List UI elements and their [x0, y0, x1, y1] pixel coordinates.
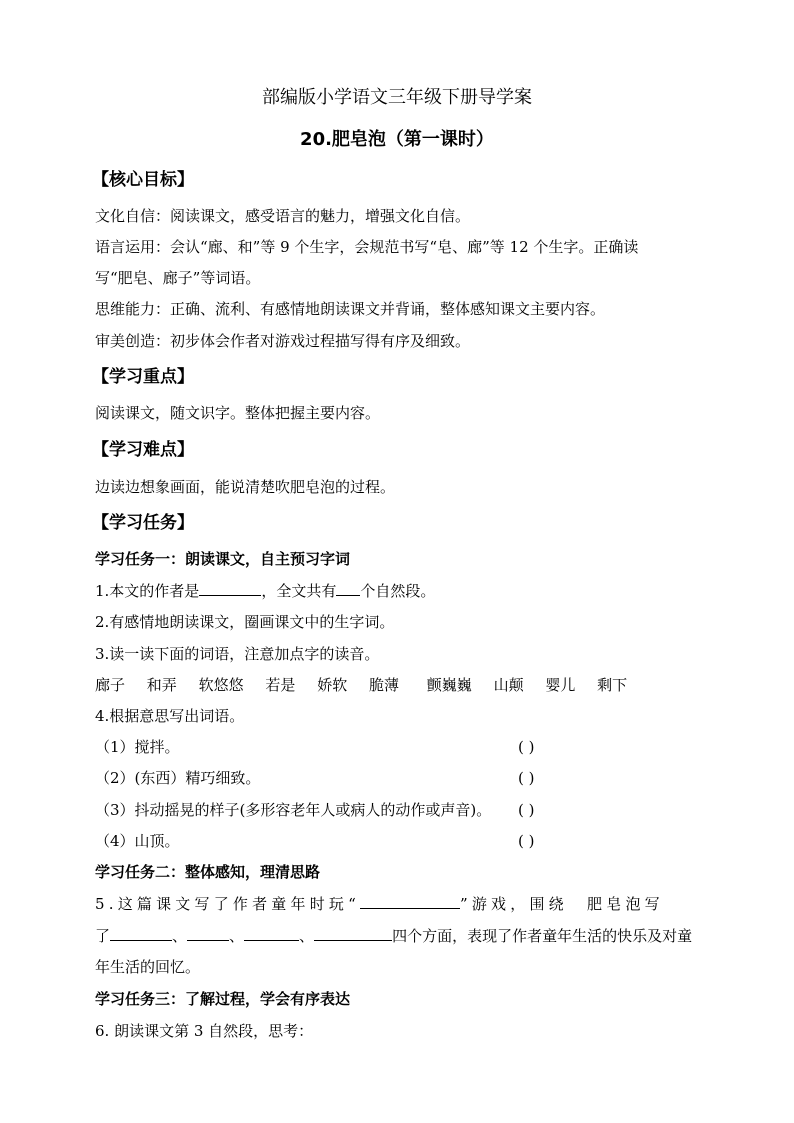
definition-row [95, 737, 695, 757]
q5-text-b: ”游戏，围绕 肥皂泡写 [459, 895, 664, 913]
definition-row [95, 800, 695, 820]
goal-aesthetic: 审美创造：初步体会作者对游戏过程描写得有序及细致。 [95, 332, 471, 350]
difficulty-text: 边读边想象画面，能说清楚吹肥皂泡的过程。 [95, 478, 396, 496]
question-2: 2.有感情地朗读课文，圈画课文中的生字词。 [95, 613, 395, 631]
section-core-goal: 【核心目标】 [92, 170, 194, 190]
question-5-line2 [95, 925, 692, 946]
definition-text: （4）山顶。 [95, 832, 180, 850]
key-point-text: 阅读课文，随文识字。整体把握主要内容。 [95, 404, 381, 422]
word-item: 娇软 [317, 676, 348, 694]
author-blank[interactable] [199, 580, 261, 596]
separator: 、 [299, 927, 315, 945]
definition-text: （1）搅拌。 [95, 738, 180, 756]
aspect-blank-1[interactable] [110, 925, 172, 941]
word-item: 和弄 [146, 676, 177, 694]
goal-thinking: 思维能力：正确、流利、有感情地朗读课文并背诵，整体感知课文主要内容。 [95, 300, 606, 318]
q5-text-d: 四个方面，表现了作者童年生活的快乐及对童 [392, 927, 693, 945]
aspect-blank-2[interactable] [187, 925, 229, 941]
task2-title: 学习任务二：整体感知，理清思路 [95, 863, 321, 881]
question-5-line3: 年生活的回忆。 [95, 958, 201, 976]
section-tasks: 【学习任务】 [92, 513, 194, 533]
q1-prefix: 1.本文的作者是 [95, 582, 200, 600]
task3-title: 学习任务三：了解过程，学会有序表达 [95, 990, 351, 1008]
word-item: 廊子 [95, 676, 126, 694]
question-4: 4.根据意思写出词语。 [95, 707, 245, 725]
definition-text: （2）(东西）精巧细致。 [95, 769, 261, 787]
lesson-title: 20.肥皂泡（第一课时） [300, 129, 494, 150]
q1-suffix: 个自然段。 [360, 582, 436, 600]
goal-language-1: 语言运用：会认“廊、和”等 9 个生字，会规范书写“皂、廊”等 12 个生字。正确读 [95, 238, 639, 256]
question-6: 6. 朗读课文第 3 自然段，思考： [95, 1022, 314, 1040]
word-item: 若是 [265, 676, 296, 694]
goal-culture: 文化自信：阅读课文，感受语言的魅力，增强文化自信。 [95, 207, 471, 225]
word-list [95, 675, 644, 695]
goal-language-2: 写“肥皂、廊子”等词语。 [95, 269, 261, 287]
question-5-line1 [95, 893, 664, 914]
game-name-blank[interactable] [360, 893, 460, 909]
definition-row [95, 831, 695, 851]
definition-row [95, 768, 695, 788]
paragraph-count-blank[interactable] [336, 580, 360, 596]
task1-title: 学习任务一：朗读课文，自主预习字词 [95, 550, 351, 568]
q1-middle: ，全文共有 [261, 582, 337, 600]
section-key-point: 【学习重点】 [92, 367, 194, 387]
answer-paren[interactable]: ( ) [518, 801, 535, 819]
q5-text-c: 了 [95, 927, 111, 945]
aspect-blank-4[interactable] [314, 925, 392, 941]
word-item: 剩下 [597, 676, 628, 694]
word-item: 山颠 [493, 676, 524, 694]
word-item: 婴儿 [545, 676, 576, 694]
document-title: 部编版小学语文三年级下册导学案 [262, 87, 532, 108]
word-item: 颤巍巍 [426, 676, 472, 694]
answer-paren[interactable]: ( ) [518, 738, 535, 756]
answer-paren[interactable]: ( ) [518, 832, 535, 850]
definition-text: （3）抖动摇晃的样子(多形容老年人或病人的动作或声音)。 [95, 801, 492, 819]
question-3: 3.读一读下面的词语，注意加点字的读音。 [95, 645, 380, 663]
answer-paren[interactable]: ( ) [518, 769, 535, 787]
word-item: 脆薄 [368, 676, 399, 694]
aspect-blank-3[interactable] [244, 925, 299, 941]
word-item: 软悠悠 [198, 676, 244, 694]
q5-text-a: 5.这篇课文写了作者童年时玩“ [95, 895, 360, 913]
separator: 、 [229, 927, 245, 945]
question-1 [95, 580, 435, 601]
separator: 、 [172, 927, 188, 945]
section-difficulty: 【学习难点】 [92, 440, 194, 460]
